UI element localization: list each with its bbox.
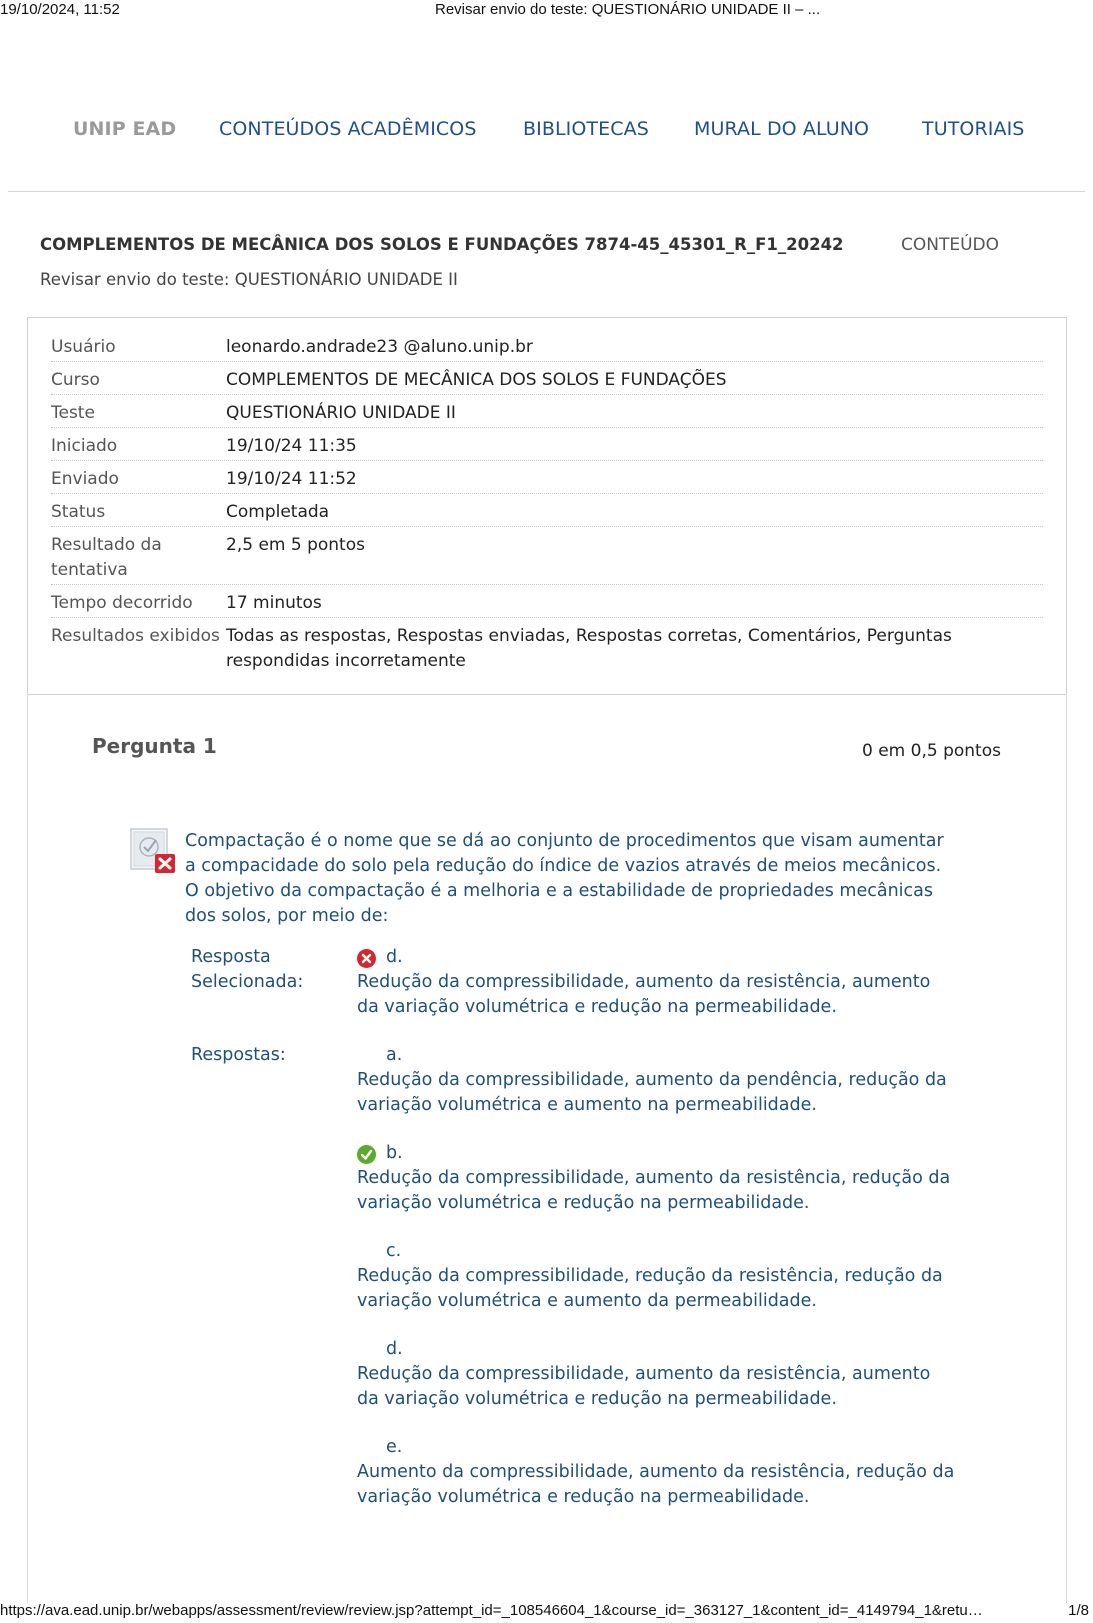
answer-option-b	[357, 1141, 957, 1216]
selected-answer-label: Resposta Selecionada:	[191, 947, 304, 992]
info-value: Completada	[226, 502, 330, 522]
content-link[interactable]: CONTEÚDO	[901, 235, 1000, 255]
question-text	[185, 829, 955, 929]
question-text-paragraph-2: O objetivo da compactação é a melhoria e a estabilidade de propriedades mecânicas dos solos, por meio de:	[185, 881, 933, 926]
info-label: Teste	[51, 403, 95, 423]
wrong-answer-icon	[357, 949, 376, 968]
correct-answer-icon	[357, 1145, 376, 1164]
print-title: Revisar envio do teste: QUESTIONÁRIO UNIDADE II – ...	[435, 1, 821, 18]
nav-tutoriais[interactable]: TUTORIAIS	[922, 118, 1025, 140]
nav-conteudos-academicos[interactable]: CONTEÚDOS ACADÊMICOS	[219, 118, 477, 140]
selected-answer-text: Redução da compressibilidade, aumento da resistência, aumento da variação volumétrica e redução na permeabilidade.	[357, 972, 931, 1017]
answer-option-e	[357, 1435, 957, 1510]
answer-text: Aumento da compressibilidade, aumento da resistência, redução da variação volumétrica e redução na permeabilidade.	[357, 1462, 955, 1507]
info-value: QUESTIONÁRIO UNIDADE II	[226, 403, 456, 423]
info-label: Usuário	[51, 337, 116, 357]
answer-text: Redução da compressibilidade, aumento da pendência, redução da variação volumétrica e aumento na permeabilidade.	[357, 1070, 947, 1115]
print-date: 19/10/2024, 11:52	[0, 1, 120, 18]
info-value: 19/10/24 11:52	[226, 469, 357, 489]
top-navigation	[0, 118, 1093, 148]
info-label: Enviado	[51, 469, 119, 489]
answer-letter: c.	[386, 1241, 402, 1261]
incorrect-question-icon	[129, 827, 179, 875]
answer-option-d	[357, 1337, 957, 1412]
attempt-info-panel	[27, 317, 1067, 695]
selected-answer	[357, 945, 957, 1020]
nav-mural-do-aluno[interactable]: MURAL DO ALUNO	[694, 118, 870, 140]
info-row-resultado	[51, 533, 1043, 585]
answer-letter: b.	[386, 1143, 403, 1163]
info-row-status	[51, 500, 1043, 527]
answer-text: Redução da compressibilidade, redução da resistência, redução da variação volumétrica e aumento da permeabilidade.	[357, 1266, 943, 1311]
info-value: Todas as respostas, Respostas enviadas, Respostas corretas, Comentários, Perguntas respondidas incorretamente	[226, 626, 952, 671]
answer-letter: a.	[386, 1045, 403, 1065]
info-label: Resultados exibidos	[51, 626, 220, 646]
question-points: 0 em 0,5 pontos	[862, 741, 1001, 761]
info-row-teste	[51, 401, 1043, 428]
answer-option-a	[357, 1043, 957, 1118]
info-row-iniciado	[51, 434, 1043, 461]
answer-text: Redução da compressibilidade, aumento da resistência, redução da variação volumétrica e redução na permeabilidade.	[357, 1168, 951, 1213]
info-label: Resultado da tentativa	[51, 535, 162, 580]
info-label: Curso	[51, 370, 100, 390]
info-label: Status	[51, 502, 106, 522]
answer-letter: e.	[386, 1437, 403, 1457]
selected-letter-text: d.	[386, 947, 403, 967]
selected-answer-letter	[357, 945, 957, 970]
question-text-paragraph-1: Compactação é o nome que se dá ao conjunto de procedimentos que visam aumentar a compacidade do solo pela redução do índice de vazios através de meios mecânicos.	[185, 831, 944, 876]
info-row-tempo	[51, 591, 1043, 618]
nav-brand-unip-ead[interactable]: UNIP EAD	[73, 118, 177, 140]
info-label: Tempo decorrido	[51, 593, 193, 613]
info-row-enviado	[51, 467, 1043, 494]
answer-text: Redução da compressibilidade, aumento da resistência, aumento da variação volumétrica e redução na permeabilidade.	[357, 1364, 931, 1409]
info-row-resultados-exibidos	[51, 624, 1043, 676]
question-title: Pergunta 1	[92, 734, 217, 758]
answers-label: Respostas:	[191, 1045, 286, 1065]
course-title: COMPLEMENTOS DE MECÂNICA DOS SOLOS E FUNDAÇÕES 7874-45_45301_R_F1_20242	[40, 235, 844, 254]
answer-letter-b	[357, 1141, 957, 1166]
info-row-usuario	[51, 335, 1043, 362]
print-page-number: 1/8	[1068, 1602, 1089, 1619]
info-row-curso	[51, 368, 1043, 395]
answer-option-c	[357, 1239, 957, 1314]
print-url: https://ava.ead.unip.br/webapps/assessment/review/review.jsp?attempt_id=_108546604_1&course_id=_363127_1&content_id=_4149794_1&retu…	[0, 1602, 983, 1619]
info-label: Iniciado	[51, 436, 118, 456]
info-value: 2,5 em 5 pontos	[226, 535, 365, 555]
answer-letter: d.	[386, 1339, 403, 1359]
print-header	[0, 0, 1093, 22]
page-subtitle: Revisar envio do teste: QUESTIONÁRIO UNIDADE II	[40, 270, 458, 289]
info-value: 19/10/24 11:35	[226, 436, 357, 456]
info-value: 17 minutos	[226, 593, 322, 613]
info-value: COMPLEMENTOS DE MECÂNICA DOS SOLOS E FUNDAÇÕES	[226, 370, 727, 390]
info-value: leonardo.andrade23 @aluno.unip.br	[226, 337, 533, 357]
nav-bibliotecas[interactable]: BIBLIOTECAS	[523, 118, 649, 140]
nav-divider	[8, 191, 1085, 192]
